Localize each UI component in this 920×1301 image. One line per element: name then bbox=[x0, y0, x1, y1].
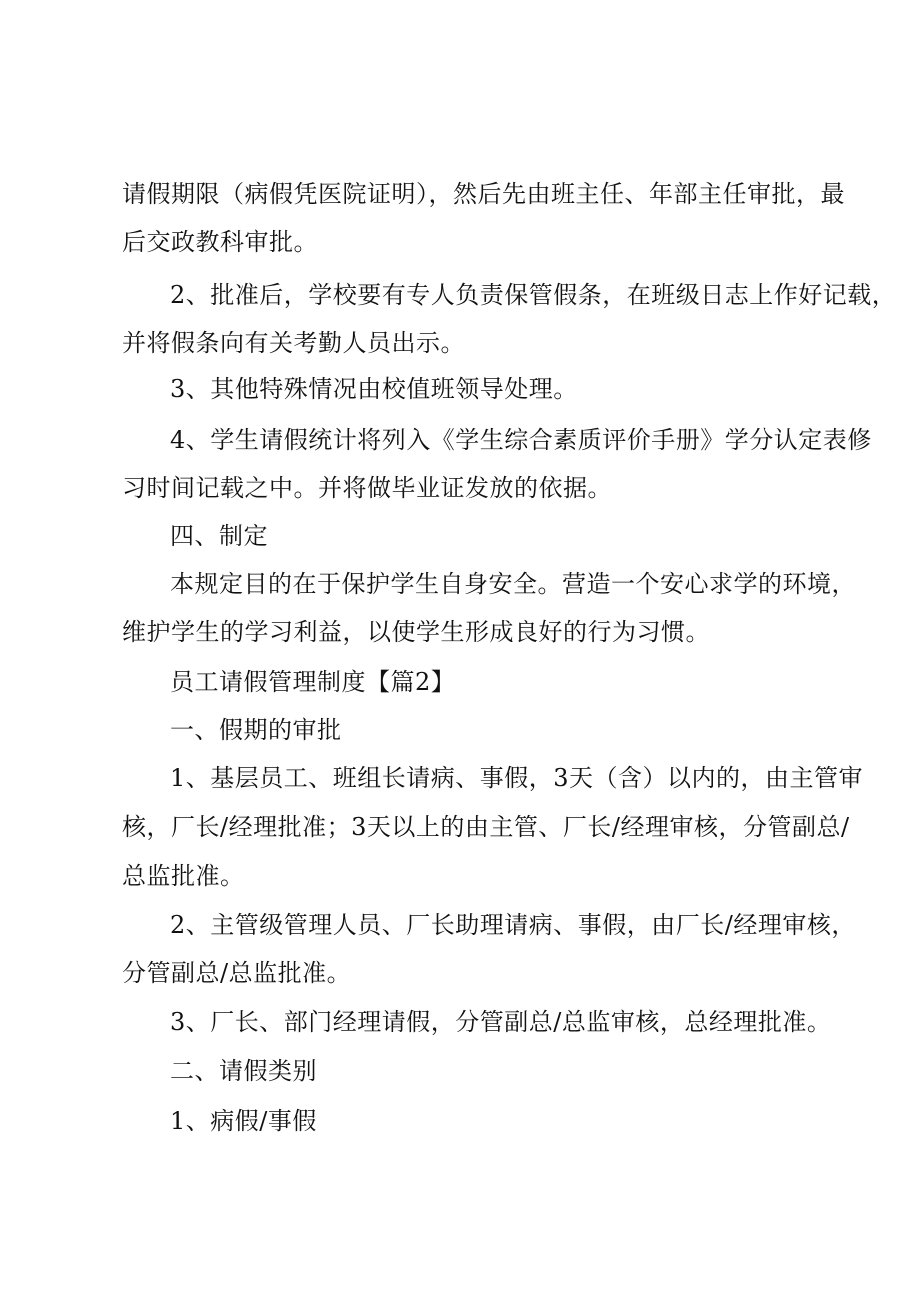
section-heading: 四、制定 bbox=[170, 522, 268, 550]
paragraph-line: 习时间记载之中。并将做毕业证发放的依据。 bbox=[122, 474, 612, 502]
paragraph-line: 3、其他特殊情况由校值班领导处理。 bbox=[170, 375, 578, 403]
paragraph-line: 4、学生请假统计将列入《学生综合素质评价手册》学分认定表修 bbox=[170, 426, 872, 454]
paragraph-line: 本规定目的在于保护学生自身安全。营造一个安心求学的环境， bbox=[170, 570, 856, 598]
paragraph-line: 分管副总/总监批准。 bbox=[122, 959, 352, 987]
paragraph-line: 1、基层员工、班组长请病、事假，3天（含）以内的，由主管审 bbox=[170, 764, 864, 792]
paragraph-line: 请假期限（病假凭医院证明），然后先由班主任、年部主任审批，最 bbox=[122, 180, 845, 208]
section-heading: 一、假期的审批 bbox=[170, 716, 342, 744]
paragraph-line: 后交政教科审批。 bbox=[122, 228, 318, 256]
paragraph-line: 2、批准后，学校要有专人负责保管假条，在班级日志上作好记载， bbox=[170, 281, 897, 309]
paragraph-line: 维护学生的学习利益，以使学生形成良好的行为习惯。 bbox=[122, 618, 710, 646]
paragraph-line: 2、主管级管理人员、厂长助理请病、事假，由厂长/经理审核， bbox=[170, 911, 856, 939]
section-heading: 二、请假类别 bbox=[170, 1057, 317, 1085]
paragraph-line: 并将假条向有关考勤人员出示。 bbox=[122, 329, 465, 357]
paragraph-line: 3、厂长、部门经理请假，分管副总/总监审核，总经理批准。 bbox=[170, 1008, 832, 1036]
document-title: 员工请假管理制度【篇2】 bbox=[170, 668, 456, 696]
paragraph-line: 核，厂长/经理批准；3天以上的由主管、厂长/经理审核，分管副总/ bbox=[122, 813, 850, 841]
paragraph-line: 总监批准。 bbox=[122, 862, 245, 890]
paragraph-line: 1、病假/事假 bbox=[170, 1107, 317, 1135]
